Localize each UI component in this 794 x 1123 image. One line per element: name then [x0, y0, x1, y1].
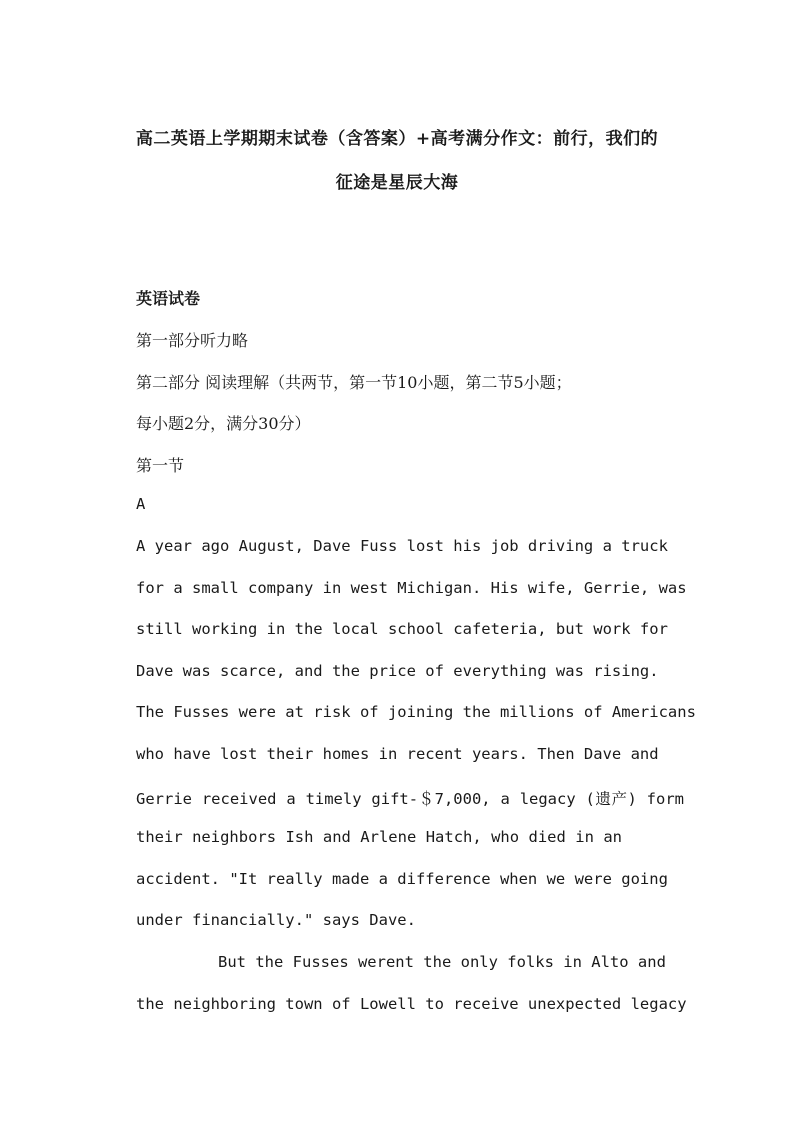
passage-label: A [136, 495, 146, 513]
passage-line: A year ago August, Dave Fuss lost his job driving a truck [136, 537, 668, 555]
document-title-line-2: 征途是星辰大海 [335, 173, 459, 193]
passage-line: The Fusses were at risk of joining the millions of Americans [136, 703, 696, 721]
document-title-line-1: 高二英语上学期期末试卷（含答案）+高考满分作文：前行，我们的 [135, 129, 659, 149]
part2-text-line-2: 每小题2分，满分30分） [136, 414, 311, 433]
passage-line: Dave was scarce, and the price of everything was rising. [136, 662, 659, 680]
section-heading: 英语试卷 [136, 289, 201, 308]
passage-line: who have lost their homes in recent years. Then Dave and [136, 745, 659, 763]
passage-line: still working in the local school cafeteria, but work for [136, 620, 668, 638]
passage-line: under financially." says Dave. [136, 911, 416, 929]
passage-line: their neighbors Ish and Arlene Hatch, who died in an [136, 828, 622, 846]
passage-line: the neighboring town of Lowell to receive unexpected legacy [136, 995, 687, 1013]
part2-text-line-1: 第二部分 阅读理解（共两节，第一节10小题，第二节5小题； [136, 373, 572, 392]
part1-text: 第一部分听力略 [136, 331, 249, 350]
passage-line: for a small company in west Michigan. His wife, Gerrie, was [136, 579, 687, 597]
passage-line: Gerrie received a timely gift-＄7,000, a legacy (遗产) form [136, 790, 684, 808]
passage-line: accident. "It really made a difference when we were going [136, 870, 668, 888]
passage-line: But the Fusses werent the only folks in Alto and [218, 953, 666, 971]
section1-label: 第一节 [136, 456, 185, 475]
